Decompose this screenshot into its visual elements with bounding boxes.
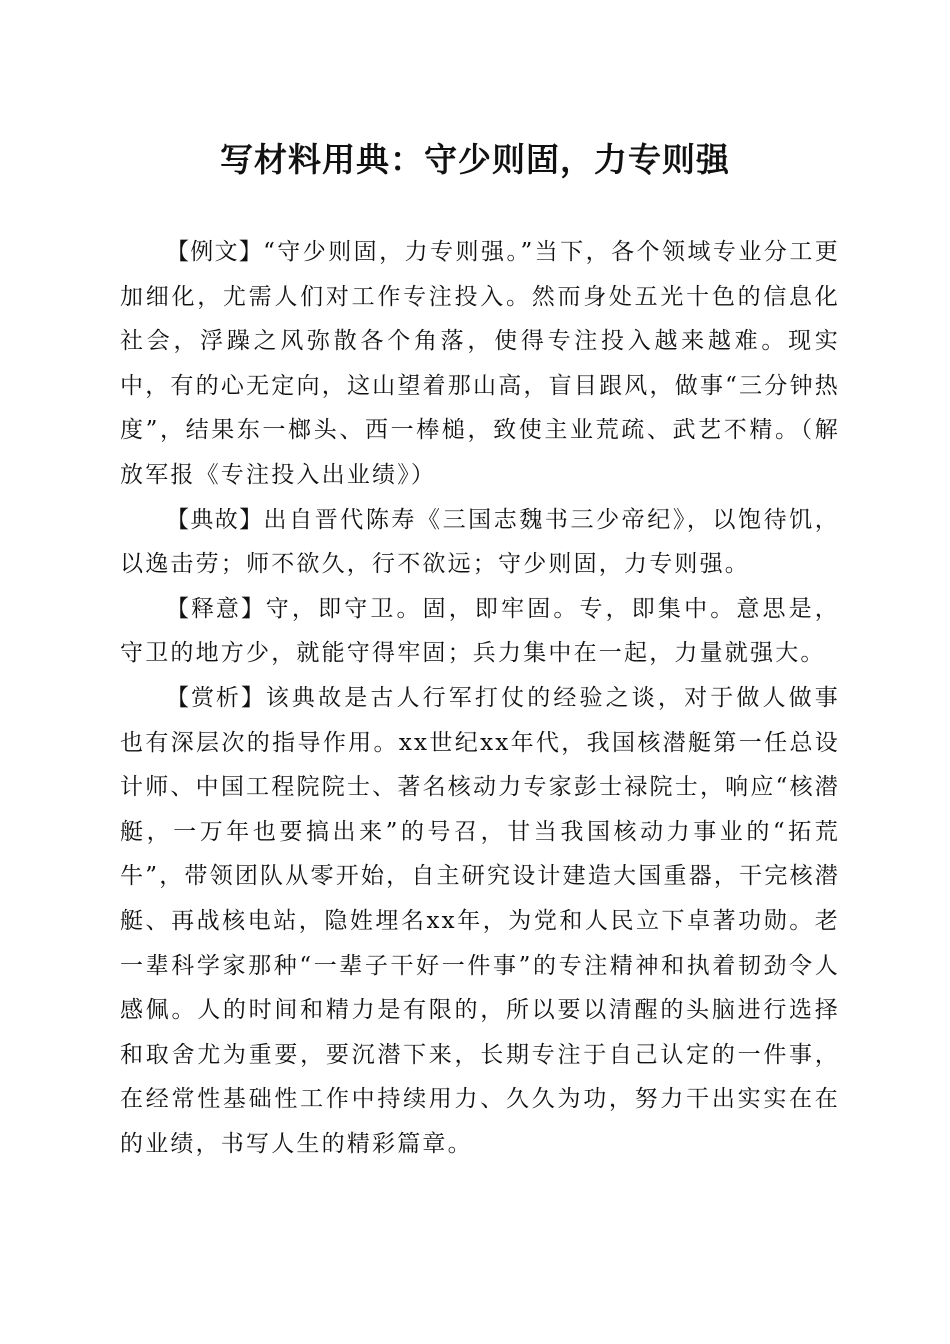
paragraph-appreciation (120, 676, 840, 1167)
document-body (120, 230, 840, 1166)
paragraph-tag: 【例文】 (166, 239, 264, 265)
paragraph-meaning (120, 587, 840, 676)
paragraph-text: “守少则固，力专则强。”当下，各个领域专业分工更加细化，尤需人们对工作专注投入。然而身处五光十色的信息化社会，浮躁之风弥散各个角落，使得专注投入越来越难。现实中，有的心无定向，这山望着那山高，盲目跟风，做事“三分钟热度”，结果东一榔头、西一棒槌，致使主业荒疏、武艺不精。（解放军报《专注投入出业绩》） (120, 239, 840, 488)
document-title: 写材料用典：守少则固，力专则强 (220, 140, 730, 179)
paragraph-tag: 【释意】 (166, 595, 266, 622)
paragraph-example (120, 230, 840, 498)
paragraph-tag: 【赏析】 (166, 684, 266, 711)
paragraph-tag: 【典故】 (166, 506, 264, 533)
paragraph-text: 出自晋代陈寿《三国志魏书三少帝纪》，以饱待饥，以逸击劳；师不欲久，行不欲远；守少则固，力专则强。 (120, 506, 841, 578)
paragraph-text: 该典故是古人行军打仗的经验之谈，对于做人做事也有深层次的指导作用。xx世纪xx年代，我国核潜艇第一任总设计师、中国工程院院士、著名核动力专家彭士禄院士，响应“核潜艇，一万年也要搞出来”的号召，甘当我国核动力事业的“拓荒牛”，带领团队从零开始，自主研究设计建造大国重器，干完核潜艇、再战核电站，隐姓埋名xx年，为党和人民立下卓著功勋。老一辈科学家那种“一辈子干好一件事”的专注精神和执着韧劲令人感佩。人的时间和精力是有限的，所以要以清醒的头脑进行选择和取舍尤为重要，要沉潜下来，长期专注于自己认定的一件事，在经常性基础性工作中持续用力、久久为功，努力干出实实在在的业绩，书写人生的精彩篇章。 (120, 684, 840, 1157)
paragraph-source (120, 498, 840, 587)
paragraph-text: 守，即守卫。固，即牢固。专，即集中。意思是，守卫的地方少，就能守得牢固；兵力集中在一起，力量就强大。 (120, 595, 840, 667)
